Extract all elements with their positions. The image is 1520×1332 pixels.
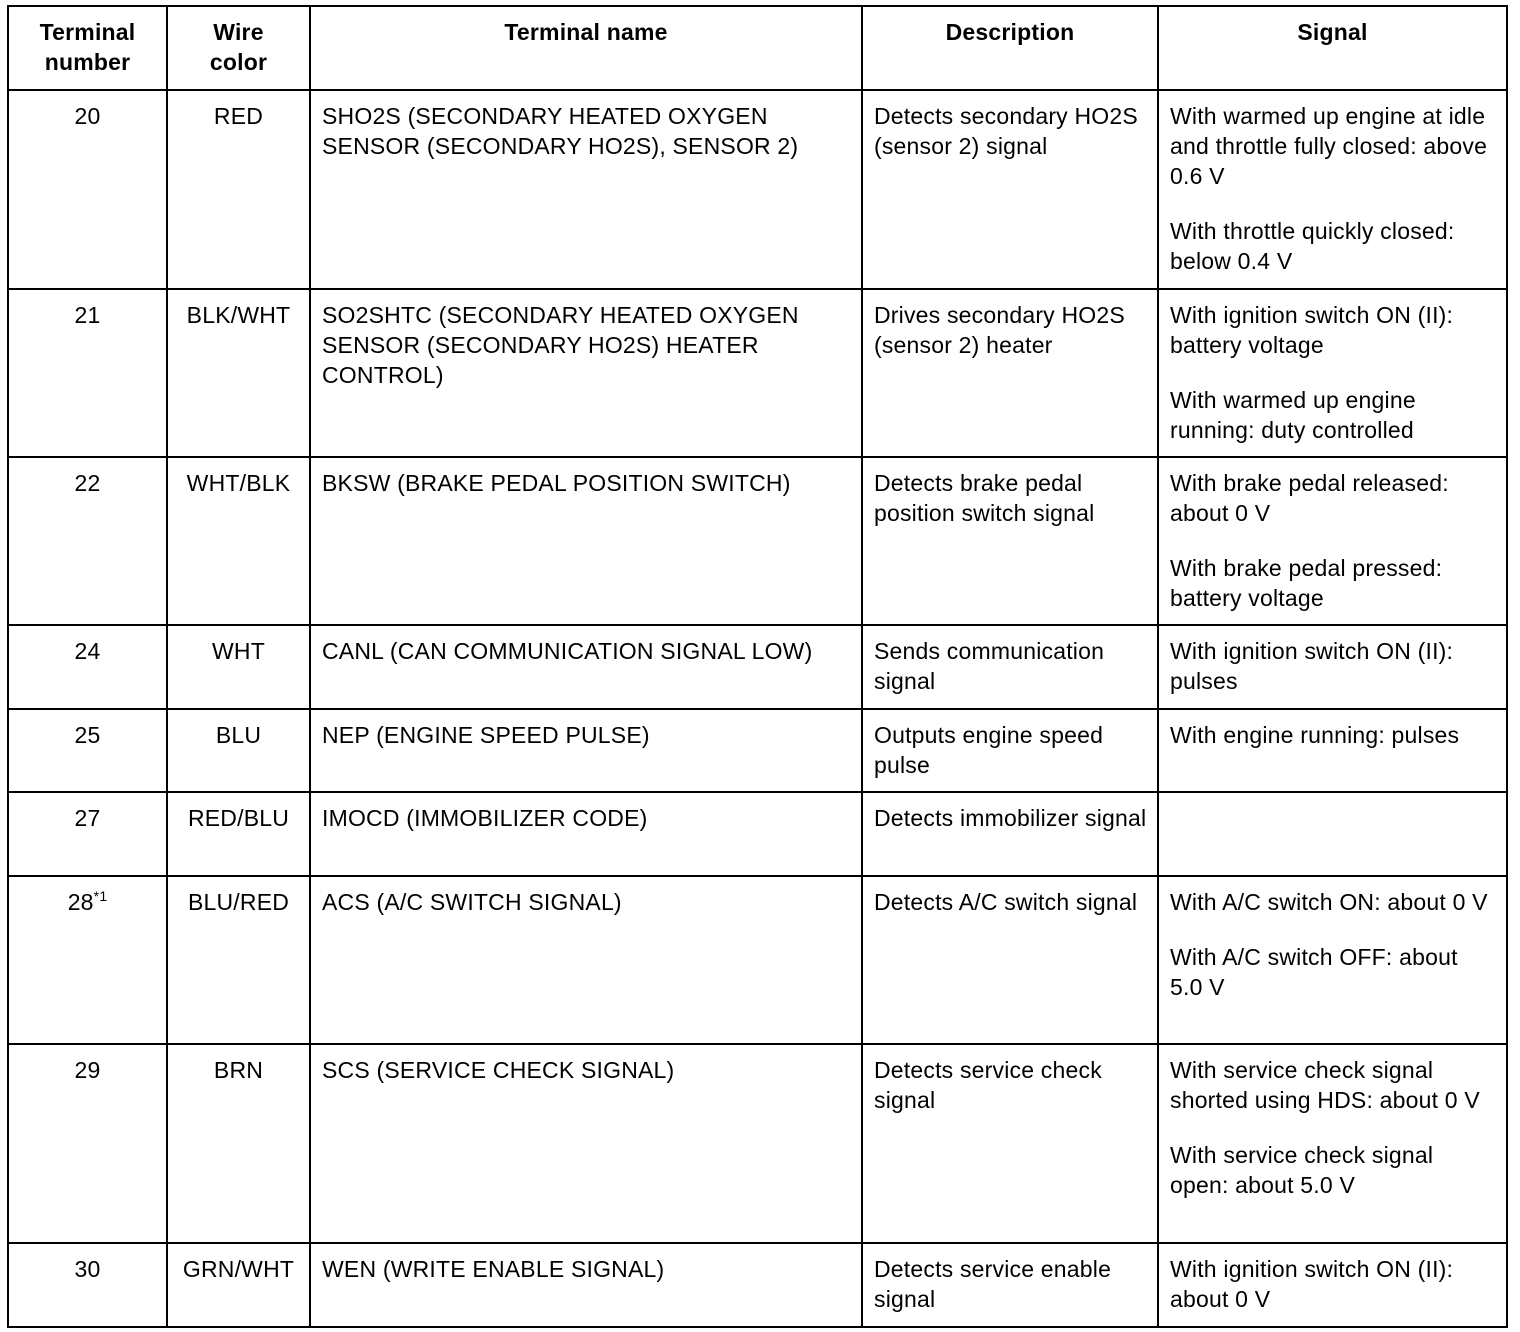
wire-color-cell: BLU [167, 709, 310, 792]
table-row [8, 457, 1507, 625]
terminal-name-cell: CANL (CAN COMMUNICATION SIGNAL LOW) [310, 625, 862, 709]
terminal-number-cell: 20 [8, 90, 167, 289]
terminal-number-cell: 21 [8, 289, 167, 457]
signal-condition-1: With warmed up engine at idle and throttle fully closed: above 0.6 V [1170, 103, 1488, 189]
terminal-name-cell: SO2SHTC (SECONDARY HEATED OXYGEN SENSOR (SECONDARY HO2S) HEATER CONTROL) [310, 289, 862, 457]
signal-cell [1158, 457, 1507, 625]
terminal-number-cell: 27 [8, 792, 167, 876]
signal-cell [1158, 1044, 1507, 1243]
terminal-table [7, 5, 1508, 1328]
wire-color-cell: RED/BLU [167, 792, 310, 876]
description-cell: Detects A/C switch signal [862, 876, 1158, 1044]
terminal-name-cell: SHO2S (SECONDARY HEATED OXYGEN SENSOR (SECONDARY HO2S), SENSOR 2) [310, 90, 862, 289]
terminal-number-cell: 24 [8, 625, 167, 709]
signal-cell [1158, 876, 1507, 1044]
signal-condition-1: With ignition switch ON (II): about 0 V [1170, 1256, 1454, 1312]
terminal-number-cell: 28$^{*1}$ [8, 876, 167, 1044]
wire-color-cell: WHT/BLK [167, 457, 310, 625]
description-cell: Outputs engine speed pulse [862, 709, 1158, 792]
table-row [8, 709, 1507, 792]
signal-condition-1: With engine running: pulses [1170, 722, 1460, 748]
wire-color-cell: BRN [167, 1044, 310, 1243]
description-cell: Drives secondary HO2S (sensor 2) heater [862, 289, 1158, 457]
table-row [8, 289, 1507, 457]
table-row [8, 876, 1507, 1044]
signal-condition-1: With brake pedal released: about 0 V [1170, 470, 1449, 526]
signal-condition-2: With A/C switch OFF: about 5.0 V [1170, 944, 1458, 1000]
terminal-number-cell: 30 [8, 1243, 167, 1327]
description-cell: Detects immobilizer signal [862, 792, 1158, 876]
signal-cell [1158, 90, 1507, 289]
table-row [8, 1044, 1507, 1243]
signal-condition-2: With service check signal open: about 5.0 V [1170, 1142, 1434, 1198]
terminal-name-cell: IMOCD (IMMOBILIZER CODE) [310, 792, 862, 876]
signal-condition-1: With ignition switch ON (II): pulses [1170, 638, 1454, 694]
signal-cell [1158, 289, 1507, 457]
wire-color-cell: WHT [167, 625, 310, 709]
terminal-table-sheet [7, 5, 1506, 1328]
header-description: Description [862, 6, 1158, 90]
terminal-number-cell: 22 [8, 457, 167, 625]
signal-cell [1158, 709, 1507, 792]
wire-color-cell: BLU/RED [167, 876, 310, 1044]
description-cell: Detects service check signal [862, 1044, 1158, 1243]
signal-condition-1: With service check signal shorted using HDS: about 0 V [1170, 1057, 1480, 1113]
table-row [8, 792, 1507, 876]
description-cell: Detects secondary HO2S (sensor 2) signal [862, 90, 1158, 289]
header-terminal-name: Terminal name [310, 6, 862, 90]
signal-condition-2: With throttle quickly closed: below 0.4 V [1170, 218, 1455, 274]
signal-cell [1158, 1243, 1507, 1327]
header-signal: Signal [1158, 6, 1507, 90]
table-row [8, 90, 1507, 289]
signal-condition-2: With brake pedal pressed: battery voltage [1170, 555, 1443, 611]
description-cell: Detects service enable signal [862, 1243, 1158, 1327]
header-row [8, 6, 1507, 90]
description-cell: Detects brake pedal position switch signal [862, 457, 1158, 625]
terminal-name-cell: NEP (ENGINE SPEED PULSE) [310, 709, 862, 792]
wire-color-cell: GRN/WHT [167, 1243, 310, 1327]
signal-condition-1: With A/C switch ON: about 0 V [1170, 889, 1488, 915]
table-row [8, 1243, 1507, 1327]
terminal-name-cell: ACS (A/C SWITCH SIGNAL) [310, 876, 862, 1044]
header-wire-color: Wire color [167, 6, 310, 90]
table-row [8, 625, 1507, 709]
wire-color-cell: BLK/WHT [167, 289, 310, 457]
terminal-number-cell: 25 [8, 709, 167, 792]
header-terminal-number: Terminal number [8, 6, 167, 90]
terminal-name-cell: BKSW (BRAKE PEDAL POSITION SWITCH) [310, 457, 862, 625]
footnote-marker: *1 [93, 888, 108, 904]
terminal-name-cell: SCS (SERVICE CHECK SIGNAL) [310, 1044, 862, 1243]
signal-cell [1158, 625, 1507, 709]
signal-condition-1: With ignition switch ON (II): battery voltage [1170, 302, 1454, 358]
wire-color-cell: RED [167, 90, 310, 289]
signal-condition-2: With warmed up engine running: duty controlled [1170, 387, 1416, 443]
description-cell: Sends communication signal [862, 625, 1158, 709]
signal-cell [1158, 792, 1507, 876]
terminal-name-cell: WEN (WRITE ENABLE SIGNAL) [310, 1243, 862, 1327]
terminal-number-cell: 29 [8, 1044, 167, 1243]
